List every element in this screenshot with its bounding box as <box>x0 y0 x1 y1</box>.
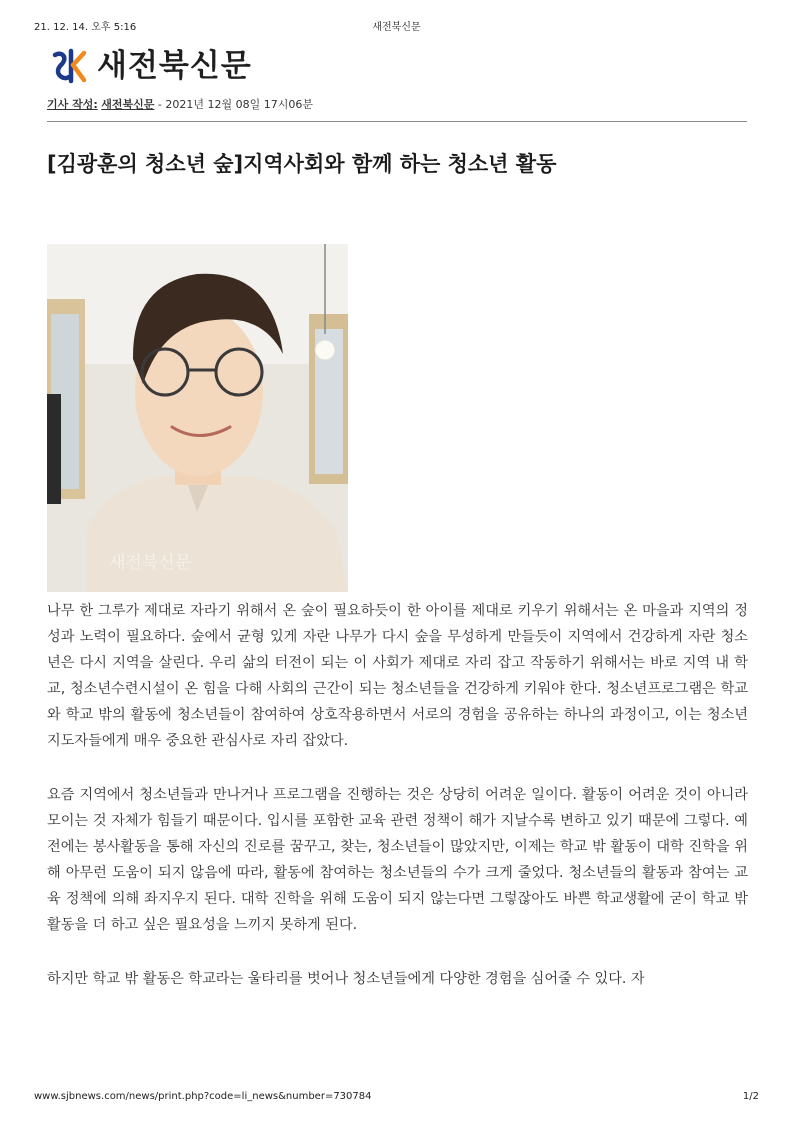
author-photo <box>47 244 348 592</box>
portrait-image <box>47 244 348 592</box>
article-paragraph: 나무 한 그루가 제대로 자라기 위해서 온 숲이 필요하듯이 한 아이를 제대로 키우기 위해서는 온 마을과 지역의 정성과 노력이 필요하다. 숲에서 균형 있게 자란 나무가 다시 숲을 무성하게 만들듯이 지역에서 건강하게 자란 청소년은 다시 지역을 살린다. 우리 삶의 터전이 되는 이 사회가 제대로 자리 잡고 작동하기 위해서는 바로 지역 내 학교, 청소년수련시설이 온 힘을 다해 사회의 근간이 되는 청소년들을 건강하게 키워야 한다. 청소년프로그램은 학교와 학교 밖의 활동에 청소년들이 참여하여 상호작용하면서 서로의 경험을 공유하는 하나의 과정이고, 이는 청소년 지도자들에게 매우 중요한 관심사로 자리 잡았다. <box>47 603 749 749</box>
print-footer <box>34 1091 759 1102</box>
site-logo[interactable] <box>49 46 252 86</box>
photo-watermark: 새전북신문 <box>109 553 192 573</box>
sjb-logo-icon <box>49 47 87 85</box>
print-datetime: 21. 12. 14. 오후 5:16 <box>34 22 137 33</box>
print-title: 새전북신문 <box>372 22 421 33</box>
page-number: 1/2 <box>742 1091 759 1102</box>
byline-author[interactable]: 새전북신문 <box>101 98 155 111</box>
article-headline: [김광훈의 청소년 숲]지역사회와 함께 하는 청소년 활동 <box>47 152 557 176</box>
byline-date: - 2021년 12월 08일 17시06분 <box>157 98 313 111</box>
header-divider <box>47 121 747 122</box>
byline <box>47 96 313 112</box>
print-header <box>34 18 759 32</box>
logo-text: 새전북신문 <box>97 48 252 84</box>
print-url[interactable]: www.sjbnews.com/news/print.php?code=li_news&number=730784 <box>34 1091 372 1102</box>
article-body <box>47 598 748 992</box>
article-paragraph: 하지만 학교 밖 활동은 학교라는 울타리를 벗어나 청소년들에게 다양한 경험을 심어줄 수 있다. 자 <box>47 971 645 987</box>
article-paragraph: 요즘 지역에서 청소년들과 만나거나 프로그램을 진행하는 것은 상당히 어려운 일이다. 활동이 어려운 것이 아니라 모이는 것 자체가 힘들기 때문이다. 입시를 포함한 교육 관련 정책이 해가 지날수록 변하고 있기 때문에 그렇다. 예전에는 봉사활동을 통해 자신의 진로를 꿈꾸고, 찾는, 청소년들이 많았지만, 이제는 학교 밖 활동이 대학 진학을 위해 아무런 도움이 되지 않음에 따라, 활동에 참여하는 청소년들의 수가 크게 줄었다. 청소년들의 활동과 참여는 교육 정책에 의해 좌지우지 된다. 대학 진학을 위해 도움이 되지 않는다면 그렇잖아도 바쁜 학교생활에 굳이 학교 밖 활동을 더 하고 싶은 필요성을 느끼지 못하게 된다. <box>47 787 748 933</box>
byline-label: 기사 작성: <box>47 98 98 111</box>
